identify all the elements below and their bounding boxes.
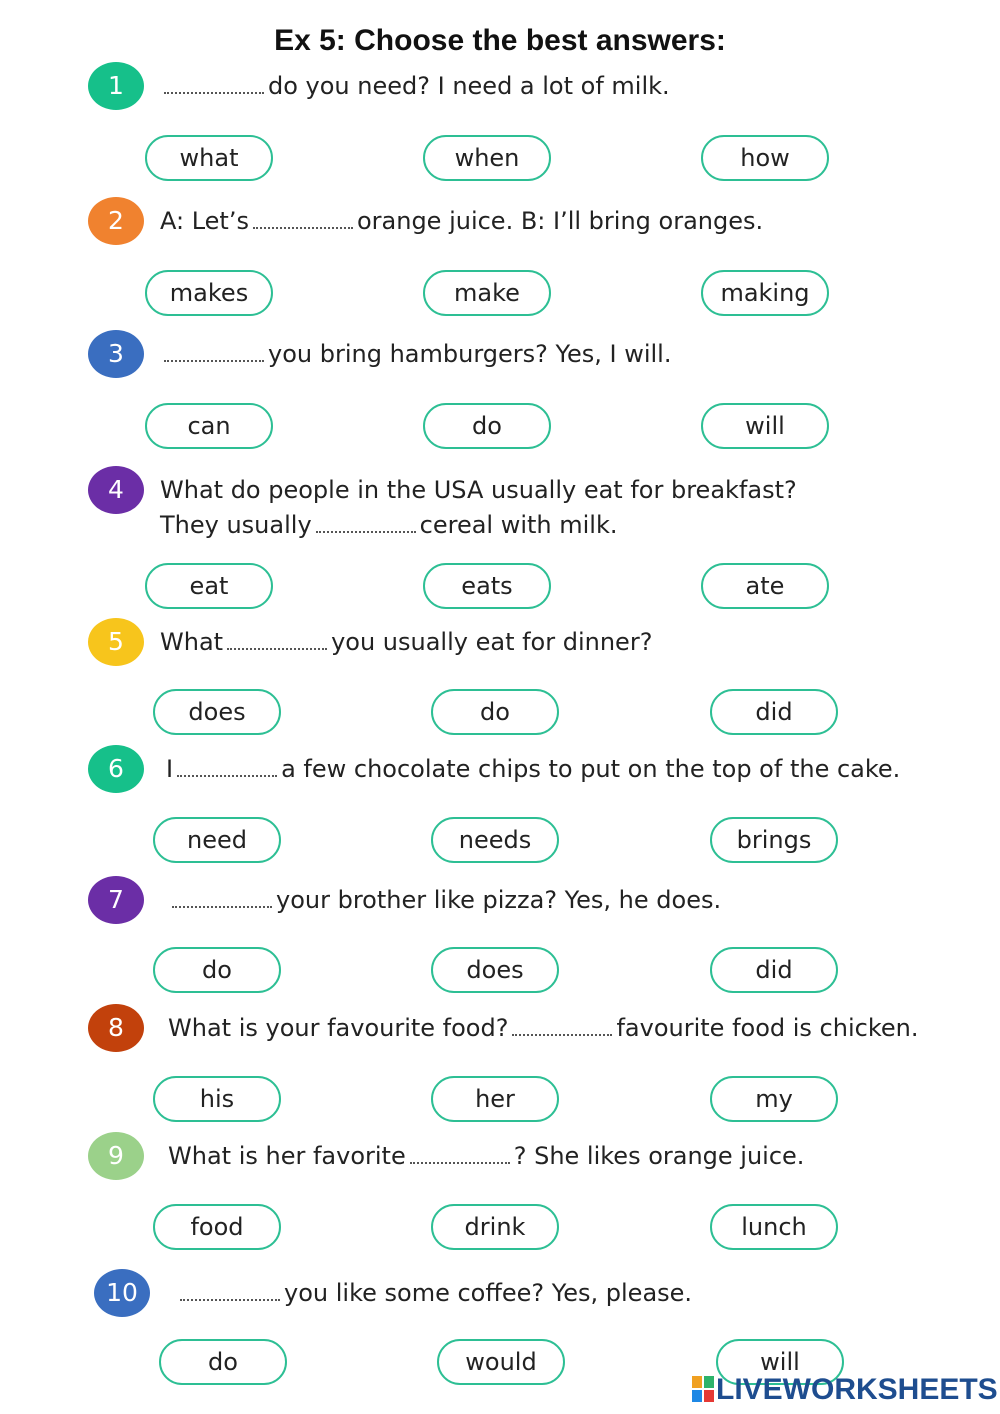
answer-option-food[interactable]: food — [153, 1204, 281, 1250]
question-text-before: I — [166, 755, 174, 783]
answer-option-making[interactable]: making — [701, 270, 829, 316]
answer-blank[interactable] — [180, 1285, 280, 1301]
question-number-badge: 4 — [88, 466, 144, 514]
question-text-after: cereal with milk. — [419, 511, 618, 539]
worksheet-title: Ex 5: Choose the best answers: — [274, 24, 726, 57]
question-number-badge: 2 — [88, 197, 144, 245]
question-text — [160, 473, 797, 508]
answer-option-lunch[interactable]: lunch — [710, 1204, 838, 1250]
answer-option-brings[interactable]: brings — [710, 817, 838, 863]
answer-blank[interactable] — [253, 213, 353, 229]
liveworksheets-logo — [692, 1373, 998, 1407]
answer-option-will[interactable]: will — [701, 403, 829, 449]
answer-blank[interactable] — [164, 346, 264, 362]
question-text-before: What do people in the USA usually eat for breakfast? — [160, 476, 797, 504]
question-number-badge: 8 — [88, 1004, 144, 1052]
answer-option-when[interactable]: when — [423, 135, 551, 181]
question-text — [166, 752, 900, 787]
answer-option-how[interactable]: how — [701, 135, 829, 181]
answer-blank[interactable] — [316, 517, 416, 533]
answer-blank[interactable] — [172, 892, 272, 908]
question-text — [160, 625, 652, 660]
answer-option-eat[interactable]: eat — [145, 563, 273, 609]
question-text-before: What is her favorite — [168, 1142, 406, 1170]
question-text-after: you usually eat for dinner? — [331, 628, 653, 656]
answer-option-do[interactable]: do — [431, 689, 559, 735]
question-text-after: ? She likes orange juice. — [513, 1142, 805, 1170]
question-number-badge: 5 — [88, 618, 144, 666]
question-text-after: you bring hamburgers? Yes, I will. — [268, 340, 672, 368]
question-text — [160, 204, 763, 239]
answer-option-do[interactable]: do — [159, 1339, 287, 1385]
logo-mark-icon — [692, 1376, 714, 1402]
question-text-before: A: Let’s — [160, 207, 249, 235]
question-text-after: orange juice. B: I’ll bring oranges. — [356, 207, 764, 235]
question-number-badge: 1 — [88, 62, 144, 110]
question-text — [168, 1139, 804, 1174]
answer-option-my[interactable]: my — [710, 1076, 838, 1122]
answer-option-his[interactable]: his — [153, 1076, 281, 1122]
answer-option-need[interactable]: need — [153, 817, 281, 863]
question-text-before: What — [160, 628, 224, 656]
watermark-text: LIVEWORKSHEETS — [716, 1373, 998, 1406]
question-text-before: What is your favourite food? — [168, 1014, 509, 1042]
question-text — [168, 1011, 918, 1046]
question-text — [168, 883, 721, 918]
question-text — [176, 1276, 692, 1311]
question-text-after: a few chocolate chips to put on the top of the cake. — [281, 755, 901, 783]
answer-option-does[interactable]: does — [431, 947, 559, 993]
answer-option-needs[interactable]: needs — [431, 817, 559, 863]
question-number-badge: 3 — [88, 330, 144, 378]
answer-blank[interactable] — [227, 634, 327, 650]
answer-option-did[interactable]: did — [710, 947, 838, 993]
question-text — [160, 337, 671, 372]
answer-option-does[interactable]: does — [153, 689, 281, 735]
question-number-badge: 10 — [94, 1269, 150, 1317]
question-text-after: do you need? I need a lot of milk. — [268, 72, 670, 100]
question-text-after: you like some coffee? Yes, please. — [284, 1279, 693, 1307]
answer-option-what[interactable]: what — [145, 135, 273, 181]
answer-option-ate[interactable]: ate — [701, 563, 829, 609]
question-text-after: favourite food is chicken. — [616, 1014, 919, 1042]
answer-option-would[interactable]: would — [437, 1339, 565, 1385]
question-text-before: They usually — [160, 511, 312, 539]
answer-option-drink[interactable]: drink — [431, 1204, 559, 1250]
answer-blank[interactable] — [410, 1148, 510, 1164]
question-number-badge: 6 — [88, 745, 144, 793]
answer-option-can[interactable]: can — [145, 403, 273, 449]
answer-option-will[interactable]: will — [716, 1339, 844, 1385]
answer-option-her[interactable]: her — [431, 1076, 559, 1122]
question-text-after: your brother like pizza? Yes, he does. — [276, 886, 722, 914]
question-number-badge: 9 — [88, 1132, 144, 1180]
answer-option-makes[interactable]: makes — [145, 270, 273, 316]
answer-option-do[interactable]: do — [423, 403, 551, 449]
answer-option-eats[interactable]: eats — [423, 563, 551, 609]
answer-option-do[interactable]: do — [153, 947, 281, 993]
answer-option-make[interactable]: make — [423, 270, 551, 316]
answer-blank[interactable] — [164, 78, 264, 94]
question-text — [160, 69, 670, 104]
answer-blank[interactable] — [177, 761, 277, 777]
question-number-badge: 7 — [88, 876, 144, 924]
answer-option-did[interactable]: did — [710, 689, 838, 735]
answer-blank[interactable] — [512, 1020, 612, 1036]
question-text — [160, 508, 618, 543]
